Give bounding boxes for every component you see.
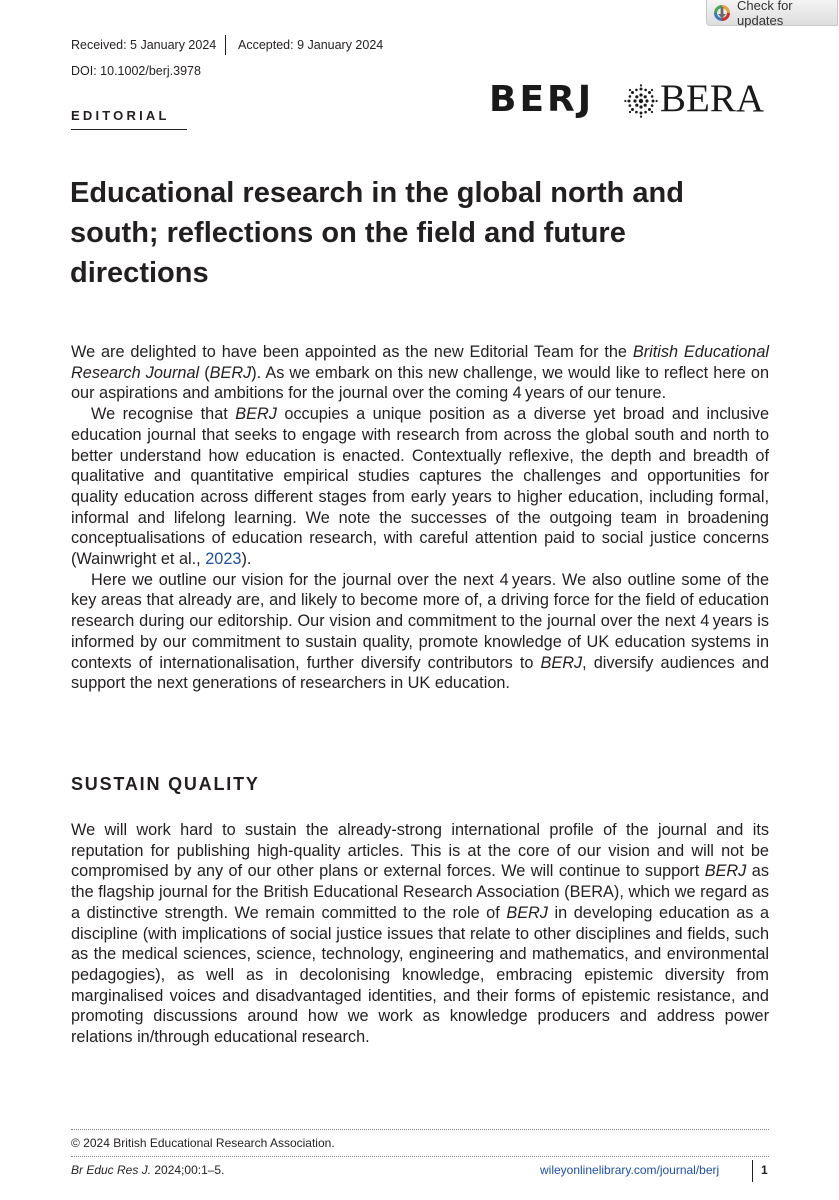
footer-divider-bottom bbox=[71, 1156, 769, 1157]
copyright-notice: © 2024 British Educational Research Association. bbox=[71, 1136, 335, 1150]
article-type-underline bbox=[71, 129, 187, 130]
citation: Br Educ Res J. 2024;00:1–5. bbox=[71, 1163, 225, 1177]
bera-seal-icon bbox=[624, 84, 658, 118]
section-heading: SUSTAIN QUALITY bbox=[71, 774, 260, 794]
accepted-date: Accepted: 9 January 2024 bbox=[238, 38, 384, 52]
meta-divider bbox=[225, 35, 226, 55]
intro-section bbox=[71, 342, 769, 694]
bera-logo: BERA bbox=[660, 77, 765, 120]
page-number-divider bbox=[752, 1160, 753, 1182]
article-title: Educational research in the global north and south; reflections on the field and future directions bbox=[70, 177, 684, 289]
reference-link[interactable]: 2023 bbox=[205, 550, 242, 569]
berj-logo: BERJ bbox=[489, 79, 595, 120]
article-type-label: EDITORIAL bbox=[71, 108, 170, 123]
received-date: Received: 5 January 2024 bbox=[71, 38, 217, 52]
check-for-updates-button[interactable] bbox=[706, 0, 838, 26]
check-updates-icon bbox=[713, 4, 731, 22]
check-for-updates-label: Check for updates bbox=[737, 0, 793, 28]
page-number: 1 bbox=[761, 1163, 768, 1177]
sustain-quality-section bbox=[71, 820, 769, 1048]
sustain-paragraph: We will work hard to sustain the already-strong international profile of the journal and its reputation for publishing high-quality articles. This is at the core of our vision and will not be compromised by any of our other plans or external forces. We will continue to support BERJ as the flagship journal for the British Educational Research Association (BERA), which we regard as a distinctive strength. We remain committed to the role of BERJ in developing education as a discipline (with implications of social justice issues that relate to other disciplines and fields, such as the medical sciences, science, technology, engineering and mathematics, and environmental pedagogies), as well as in decolonising knowledge, embracing epistemic diversity from marginalised voices and disadvantaged identities, and their forms of epistemic resistance, and promoting discussions around how we work as knowledge producers and address power relations in/through educational research. bbox=[71, 821, 769, 1047]
footer-divider-top bbox=[71, 1129, 769, 1130]
intro-paragraph-3: Here we outline our vision for the journal over the next 4 years. We also outline some of the key areas that already are, and likely to become more of, a driving force for the field of education research during our editorship. Our vision and commitment to the journal over the next 4 years is informed by our commitment to sustain quality, promote knowledge of UK education systems in contexts of internationalisation, further diversify contributors to BERJ, diversify audiences and support the next generations of researchers in UK education. bbox=[71, 570, 770, 693]
journal-url-link[interactable]: wileyonlinelibrary.com/journal/berj bbox=[540, 1163, 720, 1177]
intro-paragraph-1: We are delighted to have been appointed as the new Editorial Team for the British Educational Research Journal (BERJ). As we embark on this new challenge, we would like to reflect here on our aspirations and ambitions for the journal over the coming 4 years of our tenure. bbox=[71, 343, 770, 403]
intro-paragraph-2: We recognise that BERJ occupies a unique position as a diverse yet broad and inclusive education journal that seeks to engage with research from across the global south and north to better understand how education is enacted. Contextually reflexive, the depth and breadth of qualitative and quantitative empirical studies captures the challenges and opportunities for quality education across different stages from early years to higher education, including formal, informal and lifelong learning. We note the successes of the outgoing team in broadening conceptualisations of education research, with careful attention paid to social justice concerns (Wainwright et al., 2023). bbox=[71, 405, 769, 569]
doi: DOI: 10.1002/berj.3978 bbox=[71, 64, 201, 78]
